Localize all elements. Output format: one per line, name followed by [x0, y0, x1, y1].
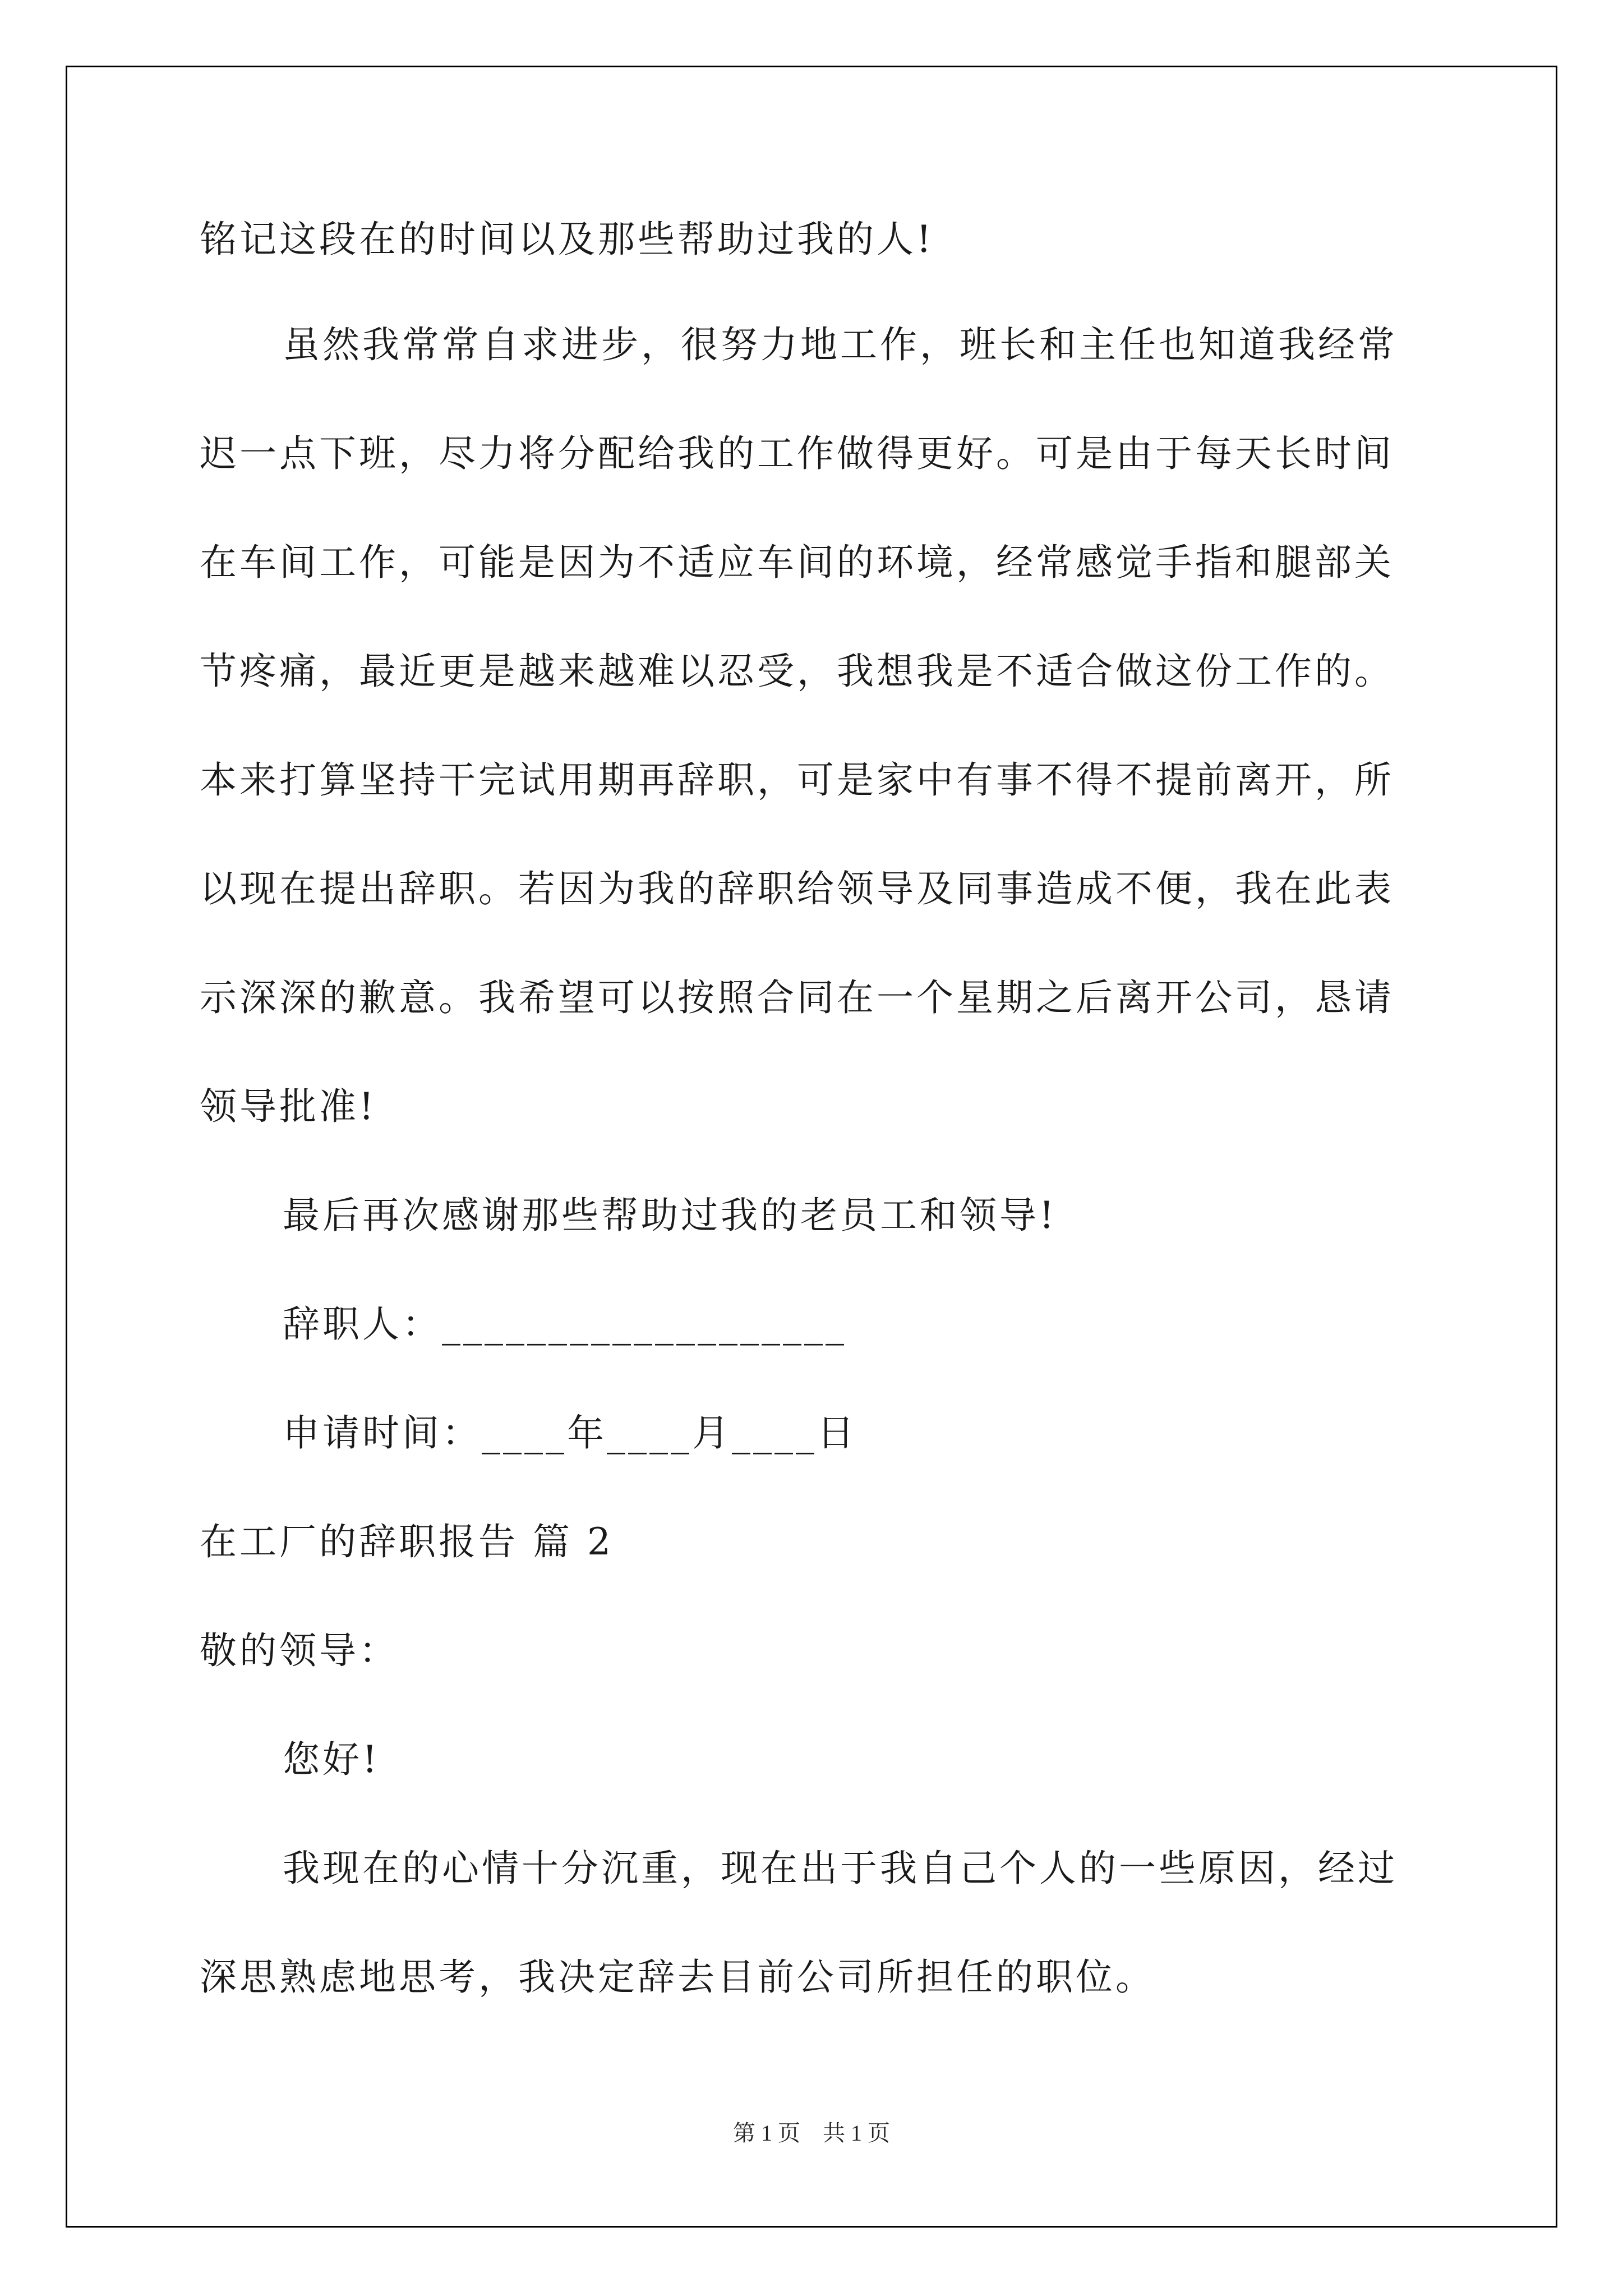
- text-line: 铭记这段在的时间以及那些帮助过我的人!: [200, 218, 934, 261]
- paragraph-line: 我现在的心情十分沉重，现在出于我自己个人的一些原因，经过: [283, 1847, 1398, 1890]
- paragraph-line: 本来打算坚持干完试用期再辞职，可是家中有事不得不提前离开，所: [200, 758, 1394, 802]
- signer-field: 辞职人：___________________: [283, 1303, 847, 1346]
- paragraph-line: 深思熟虑地思考，我决定辞去目前公司所担任的职位。: [200, 1955, 1155, 1999]
- page-border: [66, 66, 1557, 2228]
- paragraph-line: 节疼痛，最近更是越来越难以忍受，我想我是不适合做这份工作的。: [200, 650, 1394, 693]
- paragraph-line: 领导批准!: [200, 1085, 377, 1128]
- paragraph-line: 以现在提出辞职。若因为我的辞职给领导及同事造成不便，我在此表: [200, 867, 1394, 910]
- paragraph-line: 在车间工作，可能是因为不适应车间的环境，经常感觉手指和腿部关: [200, 541, 1394, 584]
- page-number: 第 1 页 共 1 页: [733, 2120, 890, 2146]
- section-title: 在工厂的辞职报告 篇 2: [200, 1520, 614, 1563]
- closing-thanks: 最后再次感谢那些帮助过我的老员工和领导!: [283, 1194, 1057, 1237]
- paragraph-line: 迟一点下班，尽力将分配给我的工作做得更好。可是由于每天长时间: [200, 432, 1394, 475]
- salutation: 敬的领导：: [200, 1629, 399, 1672]
- paragraph-line: 示深深的歉意。我希望可以按照合同在一个星期之后离开公司，恳请: [200, 976, 1394, 1019]
- paragraph-line: 虽然我常常自求进步，很努力地工作，班长和主任也知道我经常: [283, 323, 1398, 366]
- greeting: 您好!: [283, 1738, 380, 1781]
- date-field: 申请时间：____年____月____日: [283, 1411, 857, 1455]
